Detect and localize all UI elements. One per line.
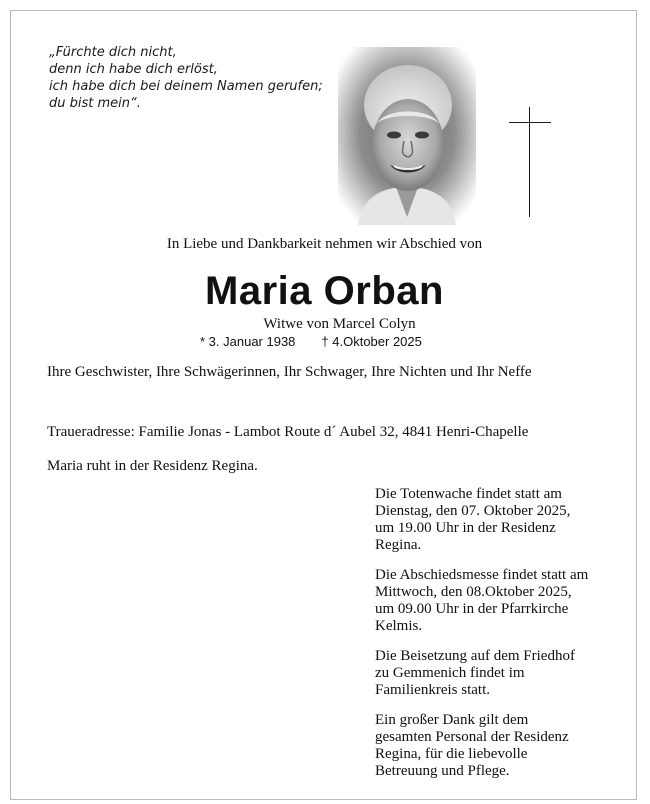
quote-line: „Fürchte dich nicht, bbox=[49, 45, 177, 60]
wake-notice bbox=[375, 486, 625, 554]
notice-line: um 09.00 Uhr in der Pfarrkirche bbox=[375, 601, 569, 617]
service-notices bbox=[375, 486, 625, 793]
notice-line: Mittwoch, den 08.Oktober 2025, bbox=[375, 584, 572, 600]
life-dates bbox=[200, 334, 422, 349]
farewell-mass-notice bbox=[375, 567, 625, 635]
mourning-family: Ihre Geschwister, Ihre Schwägerinnen, Ihr Schwager, Ihre Nichten und Ihr Neffe bbox=[47, 364, 532, 380]
mourning-address: Traueradresse: Familie Jonas - Lambot Route d´ Aubel 32, 4841 Henri-Chapelle bbox=[47, 424, 529, 440]
resting-place: Maria ruht in der Residenz Regina. bbox=[47, 458, 258, 474]
cross-icon bbox=[529, 107, 530, 217]
notice-line: Betreuung und Pflege. bbox=[375, 763, 510, 779]
bible-quote bbox=[49, 44, 329, 112]
notice-line: zu Gemmenich findet im bbox=[375, 665, 525, 681]
quote-line: du bist mein“. bbox=[49, 96, 141, 111]
notice-line: Die Beisetzung auf dem Friedhof bbox=[375, 648, 575, 664]
notice-line: gesamten Personal der Residenz bbox=[375, 729, 569, 745]
notice-line: Ein großer Dank gilt dem bbox=[375, 712, 529, 728]
quote-line: ich habe dich bei deinem Namen gerufen; bbox=[49, 79, 323, 94]
notice-line: um 19.00 Uhr in der Residenz bbox=[375, 520, 556, 536]
birth-date: * 3. Januar 1938 bbox=[200, 334, 296, 349]
notice-line: Familienkreis statt. bbox=[375, 682, 490, 698]
death-date: † 4.Oktober 2025 bbox=[321, 334, 422, 349]
notice-line: Dienstag, den 07. Oktober 2025, bbox=[375, 503, 571, 519]
obituary-page bbox=[10, 10, 637, 800]
intro-text: In Liebe und Dankbarkeit nehmen wir Abschied von bbox=[166, 236, 483, 252]
portrait-photo bbox=[338, 47, 476, 225]
notice-line: Die Totenwache findet statt am bbox=[375, 486, 562, 502]
cross-icon-bar bbox=[509, 122, 551, 123]
thanks-notice bbox=[375, 712, 625, 780]
burial-notice bbox=[375, 648, 625, 699]
quote-line: denn ich habe dich erlöst, bbox=[49, 62, 218, 77]
notice-line: Regina, für die liebevolle bbox=[375, 746, 528, 762]
deceased-name: Maria Orban bbox=[205, 269, 444, 313]
notice-line: Kelmis. bbox=[375, 618, 423, 634]
widow-of: Witwe von Marcel Colyn bbox=[263, 316, 416, 332]
notice-line: Die Abschiedsmesse findet statt am bbox=[375, 567, 589, 583]
notice-line: Regina. bbox=[375, 537, 422, 553]
